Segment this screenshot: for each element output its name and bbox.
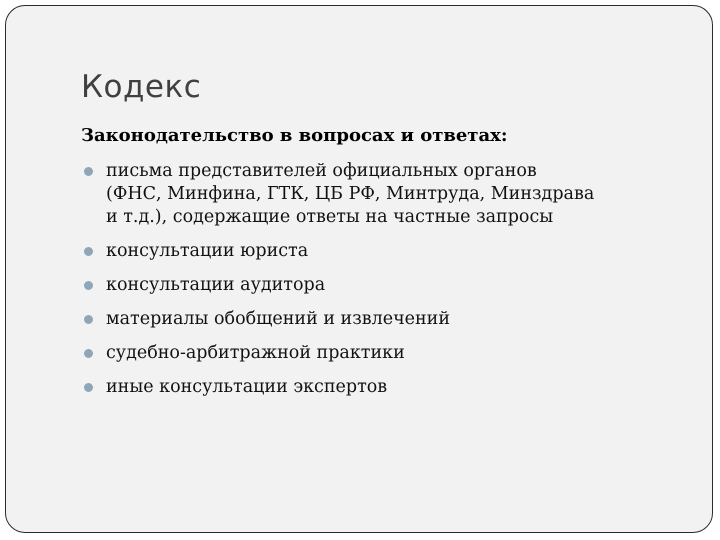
list-item-line: консультации аудитора	[106, 275, 326, 295]
list-item-line: судебно-арбитражной практики	[106, 343, 405, 363]
bullet-icon	[84, 349, 93, 358]
list-item-line: и т.д.), содержащие ответы на частные запросы	[106, 207, 554, 227]
bullet-list	[81, 160, 681, 410]
bullet-icon	[84, 247, 93, 256]
list-item	[81, 376, 681, 399]
list-item	[81, 160, 681, 229]
list-item	[81, 240, 681, 263]
list-item-line: иные консультации экспертов	[106, 377, 388, 397]
bullet-icon	[84, 315, 93, 324]
list-item-line: письма представителей официальных органов	[106, 161, 537, 181]
slide-title: Кодекс	[81, 69, 202, 105]
bullet-icon	[84, 167, 93, 176]
list-item	[81, 342, 681, 365]
slide	[5, 5, 713, 533]
list-item-line: материалы обобщений и извлечений	[106, 309, 450, 329]
list-item-line: консультации юриста	[106, 241, 309, 261]
slide-subtitle: Законодательство в вопросах и ответах:	[81, 125, 508, 146]
list-item	[81, 308, 681, 331]
list-item-line: (ФНС, Минфина, ГТК, ЦБ РФ, Минтруда, Минздрава	[106, 184, 595, 204]
bullet-icon	[84, 383, 93, 392]
list-item	[81, 274, 681, 297]
bullet-icon	[84, 281, 93, 290]
